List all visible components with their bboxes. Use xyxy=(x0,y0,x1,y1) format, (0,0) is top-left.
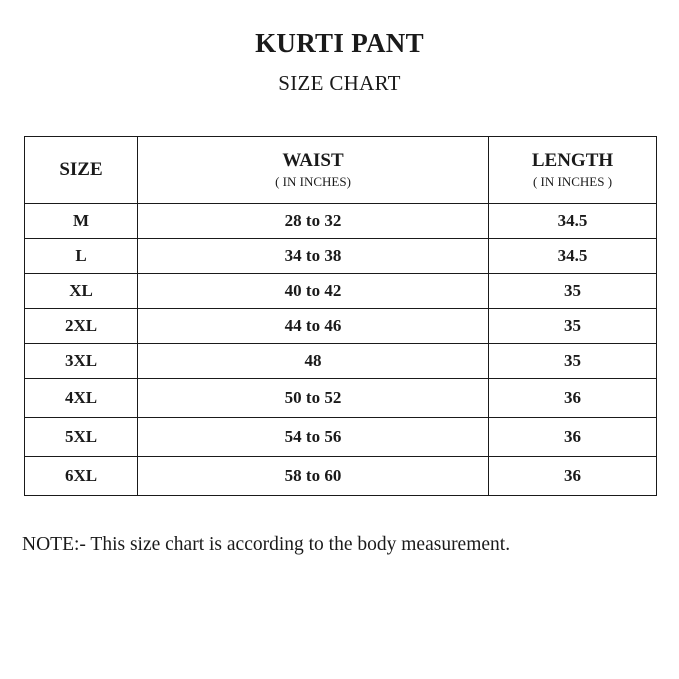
length-cell: 34.5 xyxy=(489,239,657,274)
length-cell: 35 xyxy=(489,344,657,379)
length-column-header xyxy=(489,137,657,204)
table-row xyxy=(25,309,657,344)
size-cell: 5XL xyxy=(25,418,138,457)
table-row xyxy=(25,457,657,496)
length-cell: 36 xyxy=(489,418,657,457)
length-cell: 36 xyxy=(489,379,657,418)
waist-cell: 50 to 52 xyxy=(138,379,489,418)
size-cell: 3XL xyxy=(25,344,138,379)
waist-cell: 28 to 32 xyxy=(138,204,489,239)
waist-cell: 40 to 42 xyxy=(138,274,489,309)
waist-cell: 48 xyxy=(138,344,489,379)
length-cell: 36 xyxy=(489,457,657,496)
size-cell: 2XL xyxy=(25,309,138,344)
length-cell: 34.5 xyxy=(489,204,657,239)
size-column-header xyxy=(25,137,138,204)
length-header-unit: ( IN INCHES ) xyxy=(532,174,613,189)
waist-header-label: WAIST xyxy=(282,150,344,171)
size-header-label: SIZE xyxy=(59,159,103,180)
table-row xyxy=(25,274,657,309)
chart-subtitle: SIZE CHART xyxy=(278,71,401,95)
length-cell: 35 xyxy=(489,274,657,309)
waist-column-header xyxy=(138,137,489,204)
waist-cell: 54 to 56 xyxy=(138,418,489,457)
waist-cell: 34 to 38 xyxy=(138,239,489,274)
table-header-row xyxy=(25,137,657,204)
waist-cell: 58 to 60 xyxy=(138,457,489,496)
size-chart-table xyxy=(24,136,657,496)
table-row xyxy=(25,239,657,274)
length-header-label: LENGTH xyxy=(531,150,614,171)
waist-header-unit: ( IN INCHES) xyxy=(275,174,351,189)
table-row xyxy=(25,344,657,379)
table-row xyxy=(25,204,657,239)
size-cell: M xyxy=(25,204,138,239)
measurement-note: NOTE:- This size chart is according to the body measurement. xyxy=(22,534,511,555)
size-cell: XL xyxy=(25,274,138,309)
chart-title: KURTI PANT xyxy=(255,28,424,58)
table-row xyxy=(25,379,657,418)
size-cell: L xyxy=(25,239,138,274)
size-cell: 6XL xyxy=(25,457,138,496)
waist-cell: 44 to 46 xyxy=(138,309,489,344)
length-cell: 35 xyxy=(489,309,657,344)
table-row xyxy=(25,418,657,457)
size-cell: 4XL xyxy=(25,379,138,418)
